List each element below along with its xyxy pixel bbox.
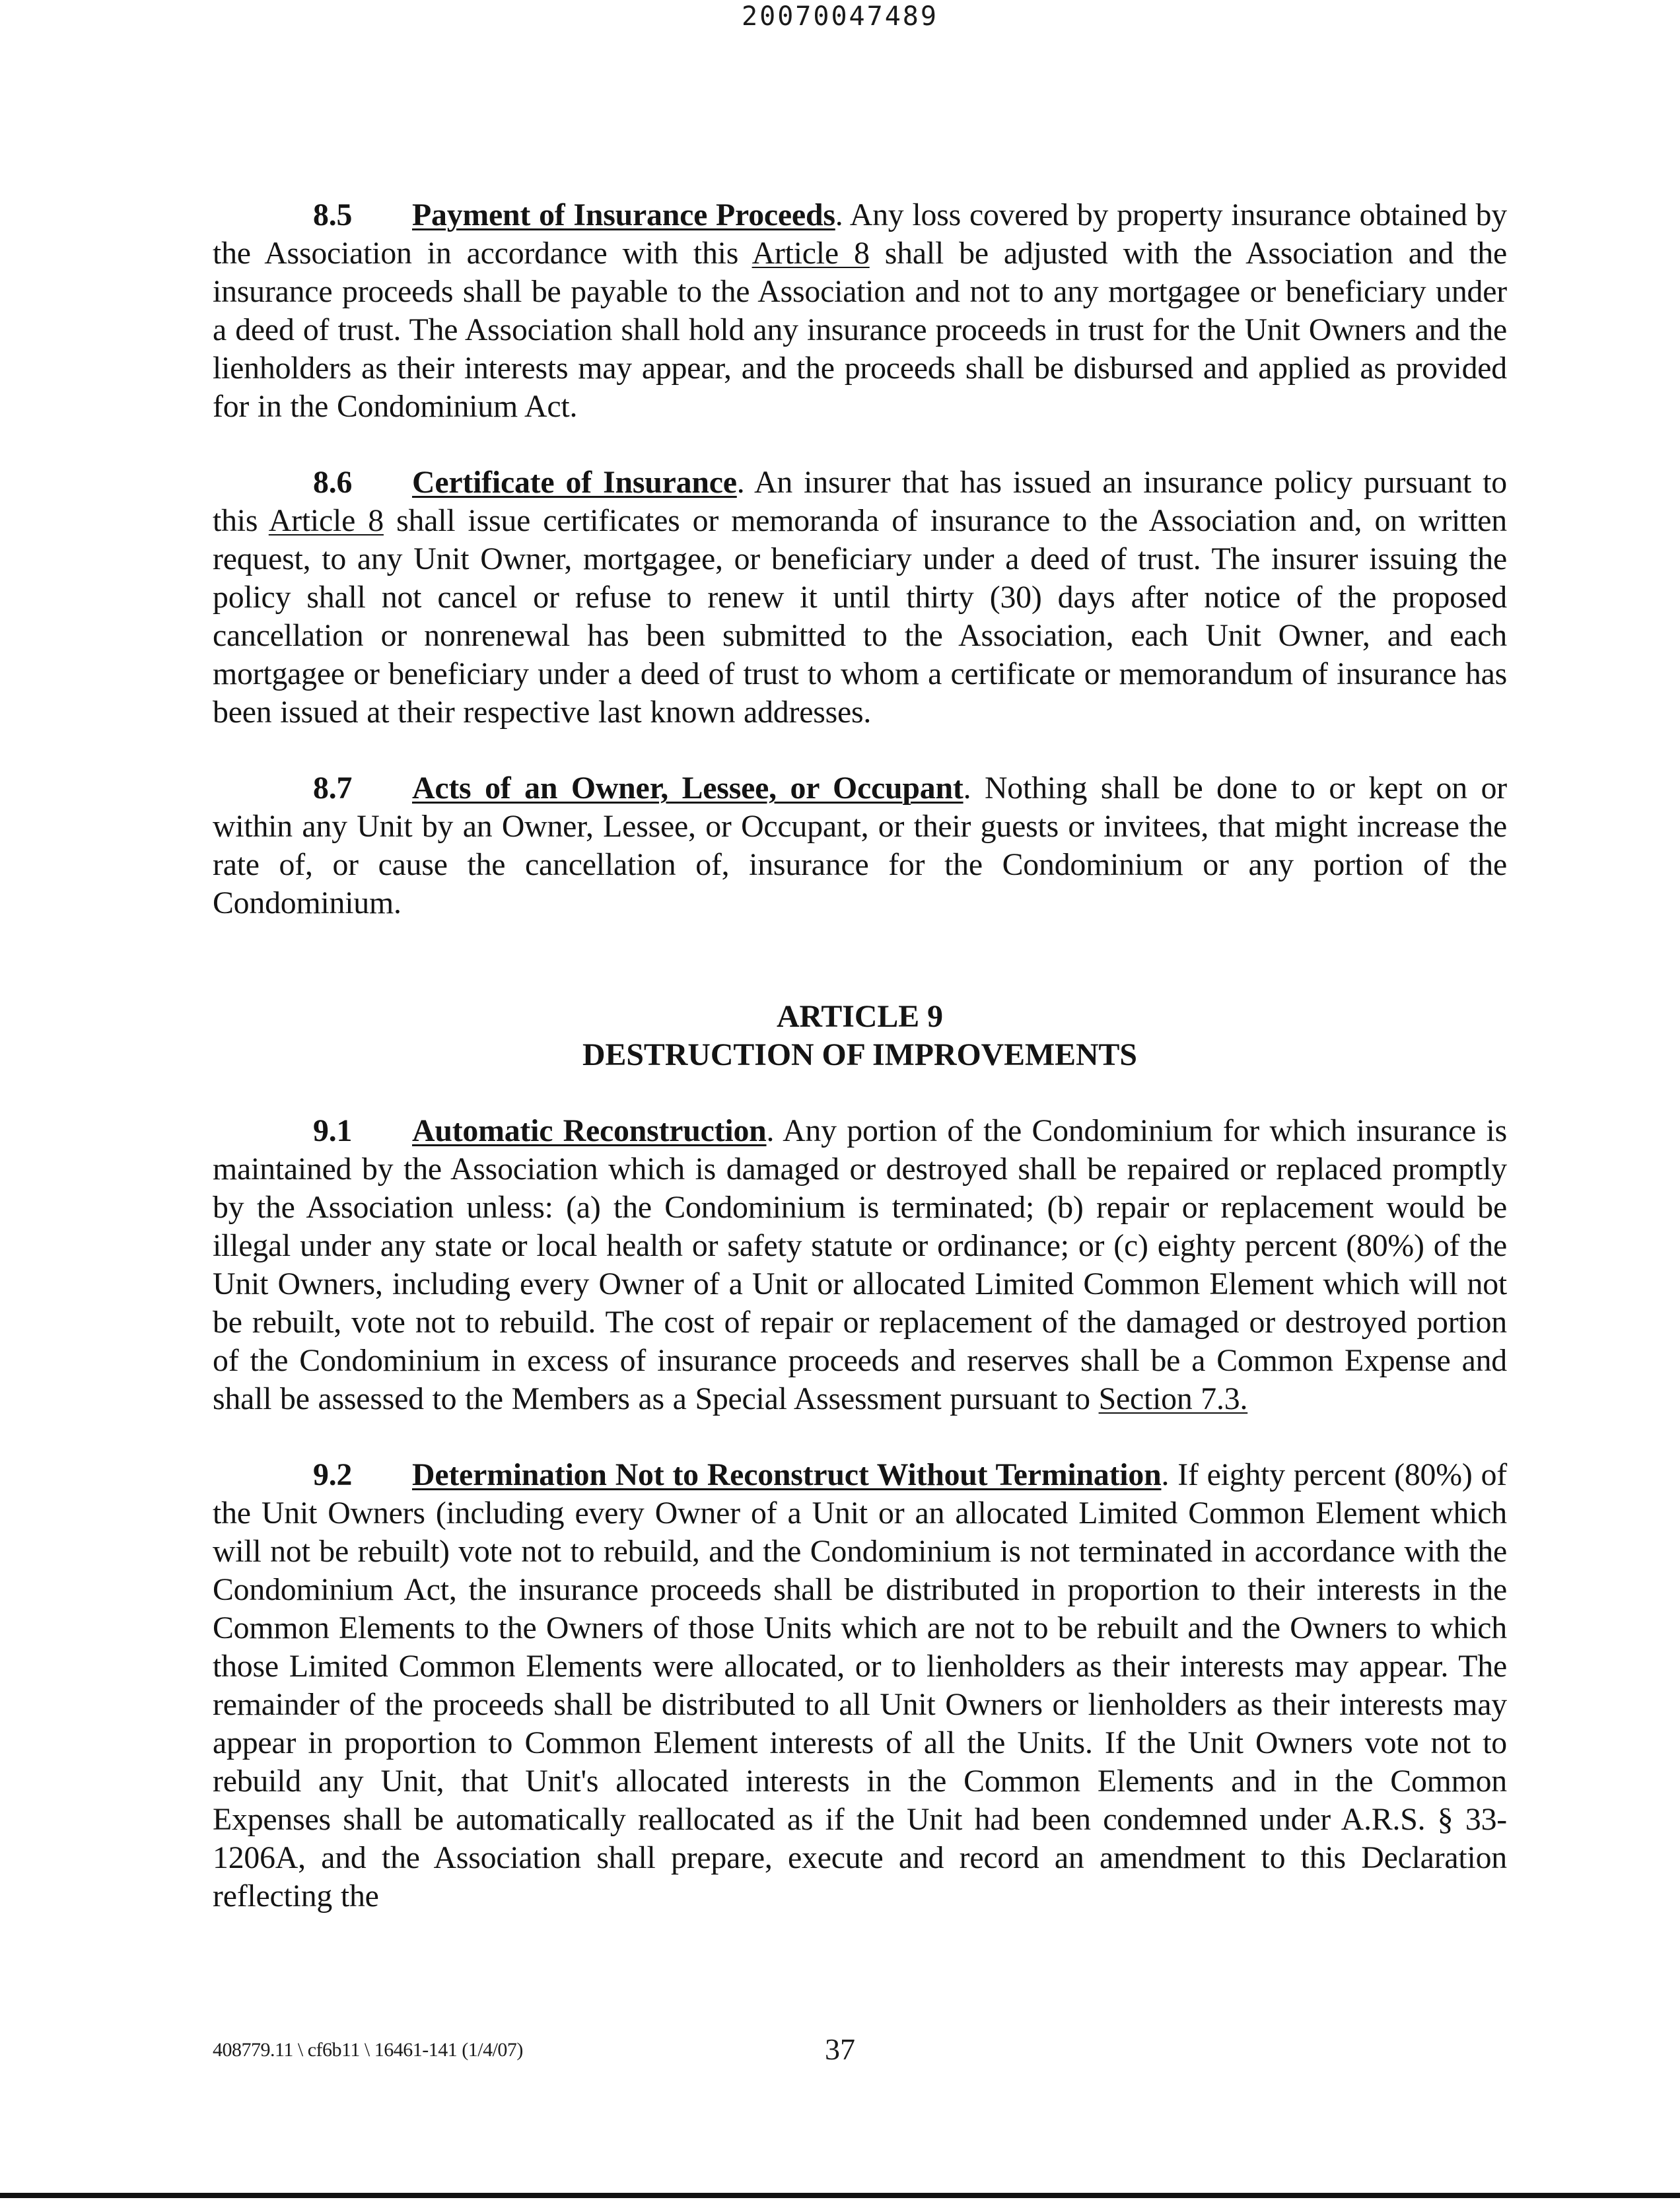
bottom-scan-border	[0, 2193, 1680, 2198]
section-9-1	[213, 1112, 1507, 1418]
section-title: Determination Not to Reconstruct Without Termination	[412, 1457, 1162, 1492]
section-title: Payment of Insurance Proceeds	[412, 197, 835, 232]
section-text: . Nothing shall be done to or kept on or within any Unit by an Owner, Lessee, or Occupant, or their guests or invitees, that might increase the rate of, or cause the cancellation of, insurance for the Condominium or any portion of the Condominium.	[213, 771, 1507, 920]
page-number: 37	[825, 2032, 855, 2066]
section-8-6	[213, 464, 1507, 732]
section-8-7	[213, 769, 1507, 922]
section-number: 8.7	[313, 771, 353, 806]
cross-reference: Article 8	[752, 236, 870, 271]
section-text: . Any portion of the Condominium for which insurance is maintained by the Association which is damaged or destroyed shall be repaired or replaced promptly by the Association unless: (a) the Condominium is terminated; (b) repair or replacement would be illegal under any state or local health or safety statute or ordinance; or (c) eighty percent (80%) of the Unit Owners, including every Owner of a Unit or allocated Limited Common Element which will not be rebuilt, vote not to rebuild. The cost of repair or replacement of the damaged or destroyed portion of the Condominium in excess of insurance proceeds and reserves shall be a Common Expense and shall be assessed to the Members as a Special Assessment pursuant to	[213, 1113, 1507, 1416]
document-number: 20070047489	[742, 1, 938, 32]
section-number: 8.6	[313, 465, 353, 500]
section-title: Automatic Reconstruction	[412, 1113, 767, 1148]
section-number: 9.1	[313, 1113, 353, 1148]
cross-reference: Article 8	[268, 503, 384, 538]
section-9-2	[213, 1456, 1507, 1915]
document-body	[213, 196, 1507, 1915]
section-number: 9.2	[313, 1457, 353, 1492]
section-text: . An insurer that has issued an insurance policy pursuant to this	[213, 465, 1507, 538]
article-number: ARTICLE 9	[777, 999, 943, 1034]
footer-document-reference: 408779.11 \ cf6b11 \ 16461-141 (1/4/07)	[213, 2039, 523, 2061]
section-title: Acts of an Owner, Lessee, or Occupant	[412, 771, 963, 806]
article-title: DESTRUCTION OF IMPROVEMENTS	[582, 1037, 1138, 1072]
section-8-5	[213, 196, 1507, 426]
cross-reference: Section 7.3.	[1098, 1381, 1248, 1416]
section-number: 8.5	[313, 197, 353, 232]
section-text: . Any loss covered by property insurance obtained by the Association in accordance with this	[213, 197, 1507, 271]
section-text: shall be adjusted with the Association and the insurance proceeds shall be payable to the Association and not to any mortgagee or beneficiary under a deed of trust. The Association shall hold any insurance proceeds in trust for the Unit Owners and the lienholders as their interests may appear, and the proceeds shall be disbursed and applied as provided for in the Condominium Act.	[213, 236, 1508, 424]
section-text: shall issue certificates or memoranda of insurance to the Association and, on written request, to any Unit Owner, mortgagee, or beneficiary under a deed of trust. The insurer issuing the policy shall not cancel or refuse to renew it until thirty (30) days after notice of the proposed cancellation or nonrenewal has been submitted to the Association, each Unit Owner, and each mortgagee or beneficiary under a deed of trust to whom a certificate or memorandum of insurance has been issued at their respective last known addresses.	[213, 503, 1507, 730]
section-text: . If eighty percent (80%) of the Unit Owners (including every Owner of a Unit or an allocated Limited Common Element which will not be rebuilt) vote not to rebuild, and the Condominium is not terminated in accordance with the Condominium Act, the insurance proceeds shall be distributed in proportion to their interests in the Common Elements to the Owners of those Units which are not to be rebuilt and the Owners to which those Limited Common Elements were allocated, or to lienholders as their interests may appear. The remainder of the proceeds shall be distributed to all Unit Owners or lienholders as their interests may appear in proportion to Common Element interests of all the Units. If the Unit Owners vote not to rebuild any Unit, that Unit's allocated interests in the Common Elements and in the Common Expenses shall be automatically reallocated as if the Unit had been condemned under A.R.S. § 33-1206A, and the Association shall prepare, execute and record an amendment to this Declaration reflecting the	[213, 1457, 1507, 1914]
section-title: Certificate of Insurance	[412, 465, 737, 500]
